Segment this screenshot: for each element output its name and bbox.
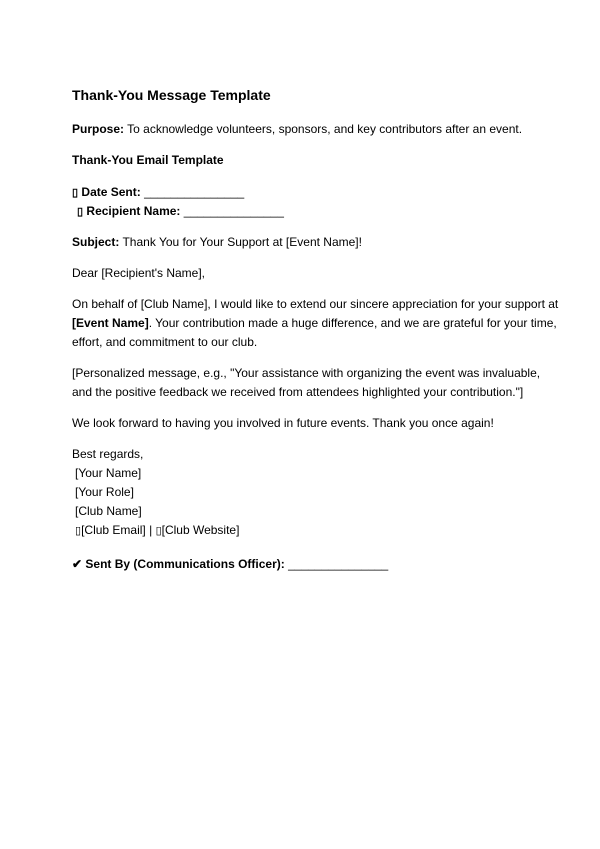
date-sent-line	[72, 185, 244, 200]
paragraph-2-line-1: [Personalized message, e.g., "Your assistance with organizing the event was invaluable,	[72, 366, 541, 380]
paragraph-2-line-2: and the positive feedback we received from attendees highlighted your contribution."]	[72, 385, 524, 399]
purpose-text: To acknowledge volunteers, sponsors, and key contributors after an event.	[127, 122, 523, 136]
recipient-name-blank: _______________	[183, 204, 284, 218]
document-title: Thank-You Message Template	[72, 87, 271, 103]
paragraph-1-line-2-text: . Your contribution made a huge difference, and we are grateful for your time,	[148, 316, 557, 330]
subject-text: Thank You for Your Support at [Event Name]!	[122, 235, 362, 249]
club-website: [Club Website]	[161, 523, 240, 537]
paragraph-1-line-1: On behalf of [Club Name], I would like to extend our sincere appreciation for your support at	[72, 297, 559, 311]
sent-by-line	[72, 557, 388, 571]
person-icon: ▯	[77, 206, 84, 218]
paragraph-1-line-3: effort, and commitment to our club.	[72, 335, 258, 349]
signoff: Best regards,	[72, 447, 144, 461]
club-email: [Club Email]	[81, 523, 146, 537]
subject-line	[72, 235, 362, 249]
signature-club: [Club Name]	[75, 504, 142, 518]
contact-separator: |	[149, 523, 153, 537]
paragraph-3: We look forward to having you involved in future events. Thank you once again!	[72, 416, 494, 430]
signature-name: [Your Name]	[75, 466, 142, 480]
email-icon: ▯	[75, 525, 82, 537]
globe-icon: ▯	[155, 525, 162, 537]
signature-contacts	[75, 523, 239, 538]
date-sent-label: Date Sent:	[81, 185, 141, 199]
purpose-line	[72, 122, 522, 136]
subject-label: Subject:	[72, 235, 120, 249]
paragraph-1-line-2	[72, 316, 557, 330]
check-icon: ✔	[72, 557, 83, 571]
recipient-name-line	[77, 204, 284, 219]
recipient-name-label: Recipient Name:	[86, 204, 181, 218]
event-name-bold: [Event Name]	[72, 316, 149, 330]
purpose-label: Purpose:	[72, 122, 125, 136]
date-sent-blank: _______________	[144, 185, 245, 199]
signature-role: [Your Role]	[75, 485, 134, 499]
section-heading: Thank-You Email Template	[72, 153, 224, 167]
greeting: Dear [Recipient's Name],	[72, 266, 206, 280]
sent-by-blank: _______________	[288, 557, 389, 571]
calendar-icon: ▯	[72, 187, 79, 199]
sent-by-label: Sent By (Communications Officer):	[85, 557, 285, 571]
